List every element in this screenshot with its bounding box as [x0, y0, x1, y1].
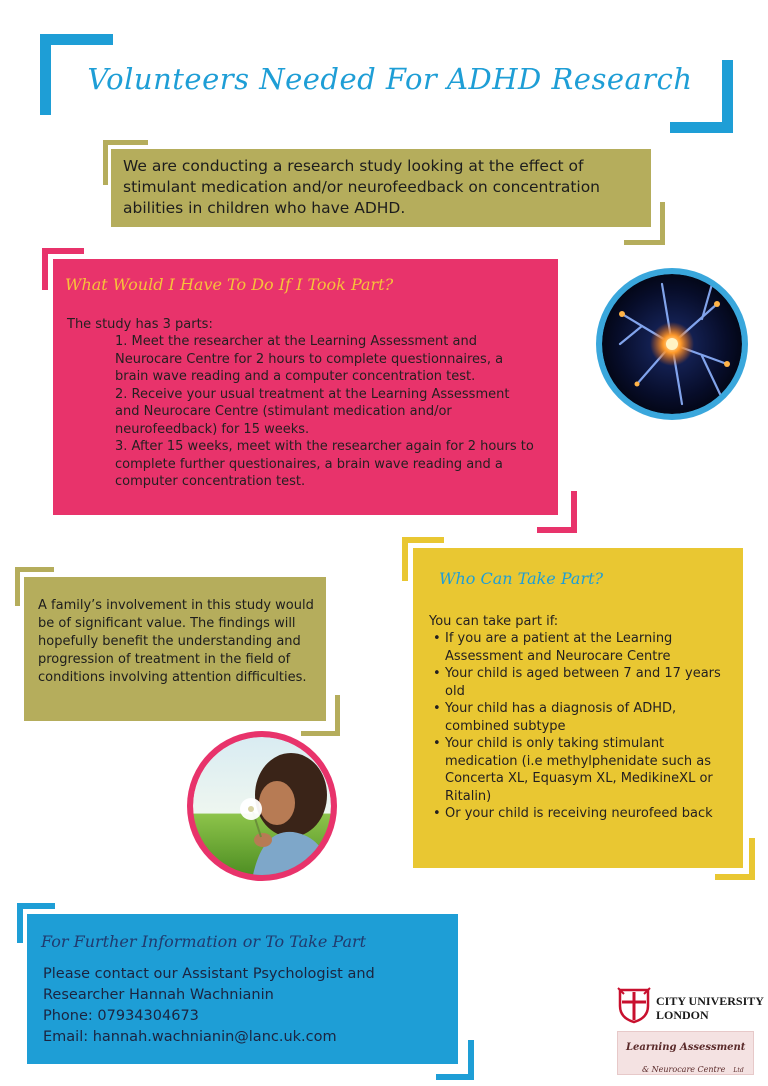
contact-details — [43, 964, 375, 1048]
neuron-illustration-icon — [602, 274, 742, 414]
what-steps — [115, 333, 535, 491]
who-lead: You can take part if: — [429, 614, 559, 629]
what-box — [53, 259, 558, 515]
who-box — [413, 548, 743, 868]
who-list — [431, 630, 731, 823]
contact-box — [27, 914, 458, 1064]
what-step-2: 2. Receive your usual treatment at the Learning Assessment and Neurocare Centre (stimulant medication and/or neurofeedback) for 15 weeks. — [115, 386, 510, 437]
who-item-4: • Your child is only taking stimulant medication (i.e methylphenidate such as Concerta XL, Equasym XL, MedikineXL or Ritalin) — [431, 735, 731, 805]
what-step-3: 3. After 15 weeks, meet with the researcher again for 2 hours to complete further questionaires, a brain wave reading and a computer concentration test. — [115, 439, 534, 489]
who-item-3: • Your child has a diagnosis of ADHD, combined subtype — [431, 700, 731, 735]
who-item-2: • Your child is aged between 7 and 17 years old — [431, 665, 731, 700]
contact-phone: Phone: 07934304673 — [43, 1008, 199, 1024]
what-lead: The study has 3 parts: — [67, 317, 213, 332]
involvement-box — [24, 577, 326, 721]
intro-text: We are conducting a research study looking at the effect of stimulant medication and/or neurofeedback on concentration abilities in children who have ADHD. — [123, 157, 601, 217]
what-step-1: 1. Meet the researcher at the Learning Assessment and Neurocare Centre for 2 hours to complete questionnaires, a brain wave reading and a computer concentration test. — [115, 334, 504, 384]
city-university-logo — [616, 986, 764, 1026]
contact-line-2: Researcher Hannah Wachnianin — [43, 987, 274, 1003]
city-crest-icon — [616, 986, 652, 1024]
what-heading: What Would I Have To Do If I Took Part? — [65, 275, 394, 294]
who-heading: Who Can Take Part? — [439, 569, 604, 588]
page-title: Volunteers Needed For ADHD Research — [87, 62, 693, 96]
contact-heading: For Further Information or To Take Part — [41, 932, 367, 951]
lanc-name-line-2: & Neurocare Centre — [642, 1065, 726, 1074]
intro-box — [111, 149, 651, 227]
who-item-5: • Or your child is receiving neurofeed back — [431, 805, 731, 823]
contact-line-1: Please contact our Assistant Psychologist and — [43, 966, 375, 982]
neuron-image — [596, 268, 748, 420]
child-blowing-dandelion-icon — [193, 737, 331, 875]
city-name-line-1: CITY UNIVERSITY — [656, 994, 764, 1008]
child-dandelion-image — [187, 731, 337, 881]
lanc-suffix: Ltd — [733, 1067, 744, 1074]
involvement-text: A family’s involvement in this study would be of significant value. The findings will hopefully benefit the understanding and progression of treatment in the field of conditions involving attention difficulties. — [38, 598, 314, 685]
lanc-name-line-2-wrap — [642, 1057, 744, 1076]
lanc-name-line-1: Learning Assessment — [626, 1042, 746, 1053]
lanc-logo — [617, 1031, 754, 1075]
city-name-line-2: LONDON — [656, 1008, 709, 1022]
who-item-1: • If you are a patient at the Learning Assessment and Neurocare Centre — [431, 630, 731, 665]
contact-email[interactable]: Email: hannah.wachnianin@lanc.uk.com — [43, 1029, 337, 1045]
